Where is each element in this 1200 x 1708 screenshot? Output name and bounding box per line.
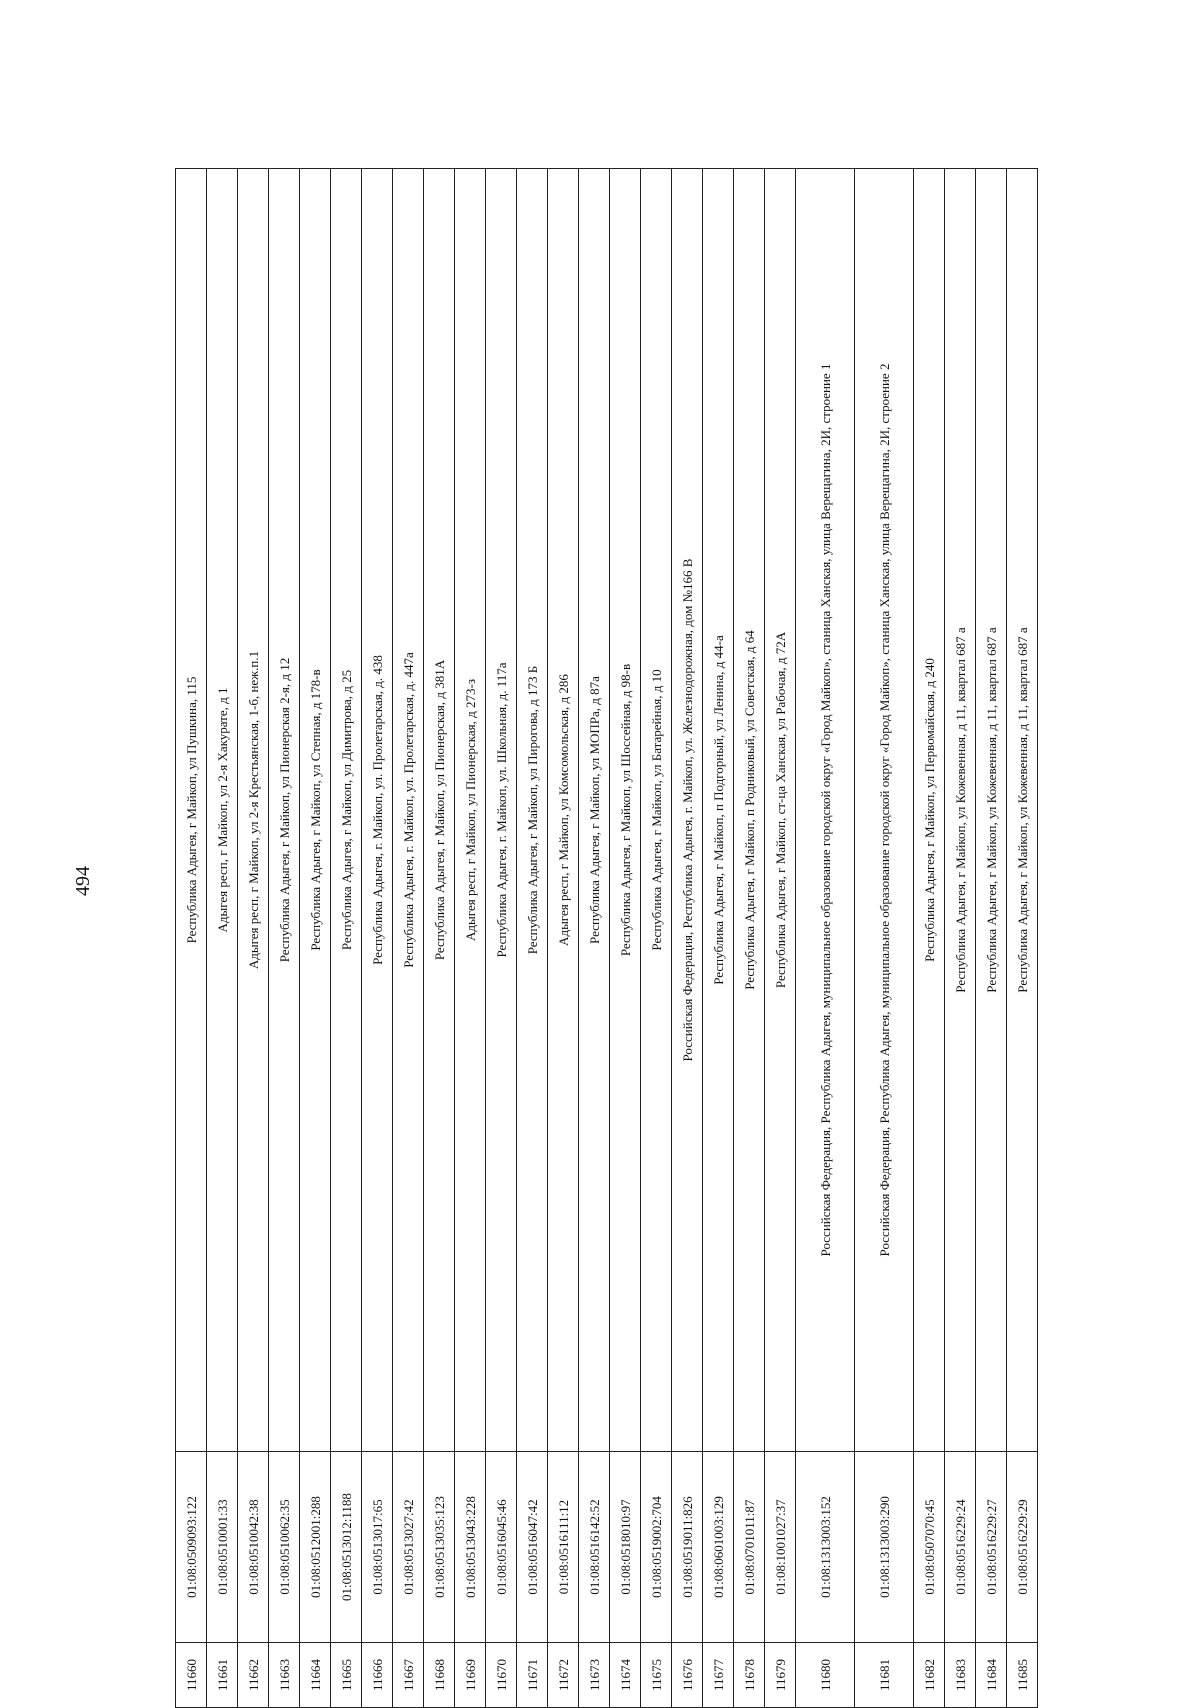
table-row [517, 169, 548, 1708]
cadastral-number-cell: 01:08:0601003:129 [703, 1452, 734, 1643]
cadastral-number-cell: 01:08:0510042:38 [238, 1452, 269, 1643]
address-cell: Республика Адыгея, г Майкоп, ул Степная, д 178-в [300, 169, 331, 1452]
cadastral-number-cell: 01:08:0516142:52 [579, 1452, 610, 1643]
table-row [486, 169, 517, 1708]
address-cell: Республика Адыгея, г. Майкоп, ул. Пролетарская, д. 438 [362, 169, 393, 1452]
row-number-cell: 11679 [765, 1643, 796, 1708]
table-row [1007, 169, 1038, 1708]
address-cell: Республика Адыгея, г Майкоп, ул Шоссейная, д 98-в [610, 169, 641, 1452]
address-cell: Республика Адыгея, г Майкоп, ул Пирогова, д 173 Б [517, 169, 548, 1452]
cadastral-number-cell: 01:08:0516047:42 [517, 1452, 548, 1643]
row-number-cell: 11682 [914, 1643, 945, 1708]
row-number-cell: 11685 [1007, 1643, 1038, 1708]
row-number-cell: 11668 [424, 1643, 455, 1708]
table-row [976, 169, 1007, 1708]
row-number-cell: 11661 [207, 1643, 238, 1708]
cadastral-number-cell: 01:08:0516229:29 [1007, 1452, 1038, 1643]
table-row [269, 169, 300, 1708]
row-number-cell: 11660 [176, 1643, 207, 1708]
table-row [393, 169, 424, 1708]
table-row [734, 169, 765, 1708]
row-number-cell: 11669 [455, 1643, 486, 1708]
address-cell: Республика Адыгея, г Майкоп, ул Батарейная, д 10 [641, 169, 672, 1452]
table-row [945, 169, 976, 1708]
address-cell: Российская Федерация, Республика Адыгея, муниципальное образование городской округ «Город Майкоп», станица Ханская, улица Верещагина, 2И, строение 1 [796, 169, 855, 1452]
address-cell: Республика Адыгея, г. Майкоп, ул. Пролетарская, д. 447а [393, 169, 424, 1452]
cadastral-number-cell: 01:08:0512001:288 [300, 1452, 331, 1643]
address-cell: Российская Федерация, Республика Адыгея, муниципальное образование городской округ «Город Майкоп», станица Ханская, улица Верещагина, 2И, строение 2 [855, 169, 914, 1452]
cadastral-number-cell: 01:08:0510062:35 [269, 1452, 300, 1643]
rotated-table-wrapper [175, 168, 1085, 1708]
cadastral-number-cell: 01:08:0510001:33 [207, 1452, 238, 1643]
cadastral-number-cell: 01:08:0516229:24 [945, 1452, 976, 1643]
table-row [300, 169, 331, 1708]
table-row [362, 169, 393, 1708]
row-number-cell: 11675 [641, 1643, 672, 1708]
cadastral-number-cell: 01:08:0513035:123 [424, 1452, 455, 1643]
page-number: 494 [72, 866, 94, 896]
row-number-cell: 11684 [976, 1643, 1007, 1708]
row-number-cell: 11678 [734, 1643, 765, 1708]
table-row [796, 169, 855, 1708]
cadastral-number-cell: 01:08:0519011:826 [672, 1452, 703, 1643]
table-row [765, 169, 796, 1708]
row-number-cell: 11670 [486, 1643, 517, 1708]
address-cell: Республика Адыгея, г Майкоп, ул Димитрова, д 25 [331, 169, 362, 1452]
row-number-cell: 11664 [300, 1643, 331, 1708]
row-number-cell: 11665 [331, 1643, 362, 1708]
row-number-cell: 11666 [362, 1643, 393, 1708]
address-cell: Адыгея респ, г Майкоп, ул 2-я Крестьянская, 1-б, неж.п.1 [238, 169, 269, 1452]
table-row [455, 169, 486, 1708]
cadastral-number-cell: 01:08:1313003:152 [796, 1452, 855, 1643]
table-row [579, 169, 610, 1708]
row-number-cell: 11673 [579, 1643, 610, 1708]
cadastral-number-cell: 01:08:0516111:12 [548, 1452, 579, 1643]
address-cell: Адыгея респ, г Майкоп, ул Комсомольская, д 286 [548, 169, 579, 1452]
row-number-cell: 11674 [610, 1643, 641, 1708]
cadastral-number-cell: 01:08:0513043:228 [455, 1452, 486, 1643]
row-number-cell: 11683 [945, 1643, 976, 1708]
cadastral-number-cell: 01:08:0507070:45 [914, 1452, 945, 1643]
address-cell: Республика Адыгея, г Майкоп, п Родниковый, ул Советская, д 64 [734, 169, 765, 1452]
table-row [672, 169, 703, 1708]
table-row [855, 169, 914, 1708]
row-number-cell: 11677 [703, 1643, 734, 1708]
row-number-cell: 11681 [855, 1643, 914, 1708]
table-row [610, 169, 641, 1708]
cadastral-number-cell: 01:08:0513017:65 [362, 1452, 393, 1643]
address-cell: Республика Адыгея, г Майкоп, ул Пионерская, д 381А [424, 169, 455, 1452]
row-number-cell: 11663 [269, 1643, 300, 1708]
cadastral-number-cell: 01:08:0513027:42 [393, 1452, 424, 1643]
address-cell: Российская Федерация, Республика Адыгея, г. Майкоп, ул. Железнодорожная, дом №166 В [672, 169, 703, 1452]
cadastral-number-cell: 01:08:0516045:46 [486, 1452, 517, 1643]
cadastral-number-cell: 01:08:1001027:37 [765, 1452, 796, 1643]
cadastral-number-cell: 01:08:0516229:27 [976, 1452, 1007, 1643]
table-row [238, 169, 269, 1708]
address-cell: Республика Адыгея, г Майкоп, п Подгорный, ул Ленина, д 44-а [703, 169, 734, 1452]
address-cell: Республика Адыгея, г Майкоп, ул Кожевенная, д 11, квартал 687 а [976, 169, 1007, 1452]
cadastral-number-cell: 01:08:0509093:122 [176, 1452, 207, 1643]
address-cell: Республика Адыгея, г Майкоп, ст-ца Ханская, ул Рабочая, д 72А [765, 169, 796, 1452]
address-cell: Республика Адыгея, г. Майкоп, ул. Школьная, д. 117а [486, 169, 517, 1452]
cadastral-number-cell: 01:08:0701011:87 [734, 1452, 765, 1643]
table-row [331, 169, 362, 1708]
cadastral-number-cell: 01:08:0513012:1188 [331, 1452, 362, 1643]
registry-table-body [176, 169, 1038, 1708]
table-row [703, 169, 734, 1708]
registry-table [175, 168, 1038, 1708]
row-number-cell: 11671 [517, 1643, 548, 1708]
cadastral-number-cell: 01:08:0518010:97 [610, 1452, 641, 1643]
address-cell: Республика Адыгея, г Майкоп, ул Пушкина, 115 [176, 169, 207, 1452]
address-cell: Республика Адыгея, г Майкоп, ул Первомайская, д 240 [914, 169, 945, 1452]
table-row [548, 169, 579, 1708]
table-row [641, 169, 672, 1708]
address-cell: Адыгея респ, г Майкоп, ул Пионерская, д 273-з [455, 169, 486, 1452]
address-cell: Республика Адыгея, г Майкоп, ул МОПРа, д 87а [579, 169, 610, 1452]
table-row [176, 169, 207, 1708]
table-row [424, 169, 455, 1708]
row-number-cell: 11672 [548, 1643, 579, 1708]
table-row [207, 169, 238, 1708]
address-cell: Республика Адыгея, г Майкоп, ул Кожевенная, д 11, квартал 687 а [1007, 169, 1038, 1452]
address-cell: Адыгея респ, г Майкоп, ул 2-я Хакурате, д 1 [207, 169, 238, 1452]
address-cell: Республика Адыгея, г Майкоп, ул Пионерская 2-я, д 12 [269, 169, 300, 1452]
address-cell: Республика Адыгея, г Майкоп, ул Кожевенная, д 11, квартал 687 а [945, 169, 976, 1452]
table-row [914, 169, 945, 1708]
row-number-cell: 11676 [672, 1643, 703, 1708]
row-number-cell: 11667 [393, 1643, 424, 1708]
row-number-cell: 11680 [796, 1643, 855, 1708]
cadastral-number-cell: 01:08:0519002:704 [641, 1452, 672, 1643]
row-number-cell: 11662 [238, 1643, 269, 1708]
cadastral-number-cell: 01:08:1313003:290 [855, 1452, 914, 1643]
